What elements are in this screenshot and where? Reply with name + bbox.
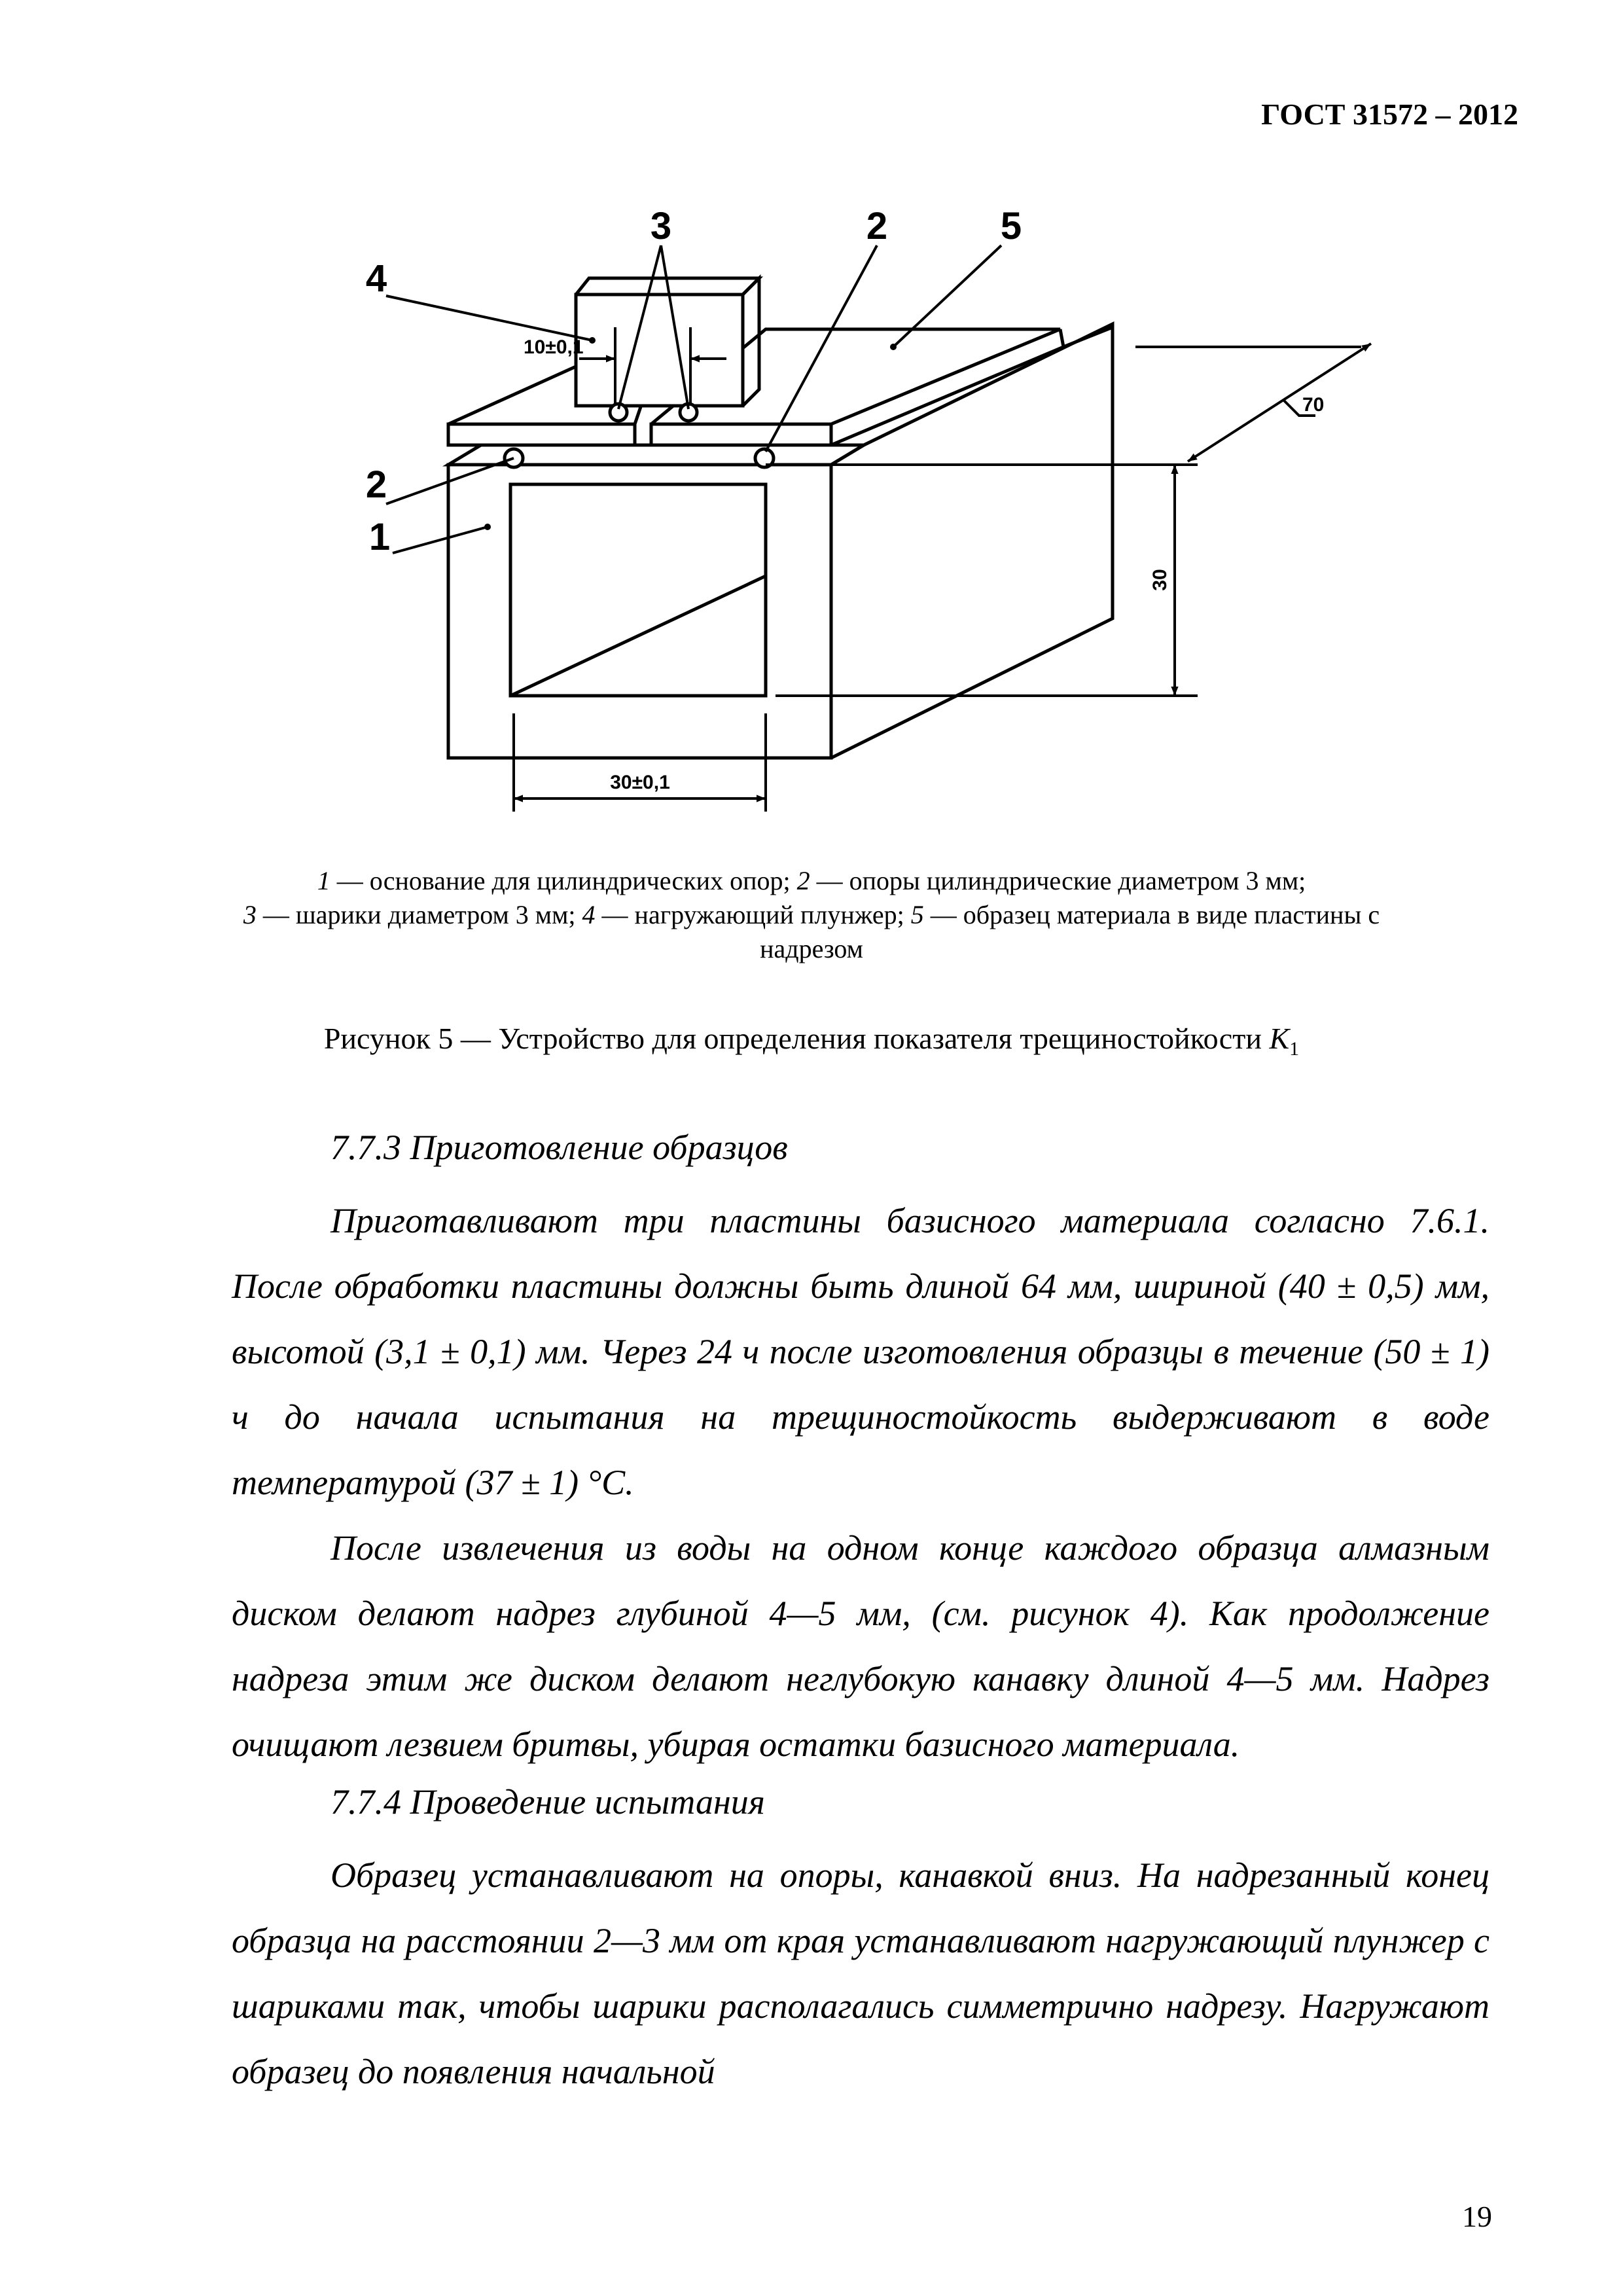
callout-1: 1 <box>368 516 391 558</box>
legend-num-2: 2 <box>796 866 810 895</box>
legend-text-1: — основание для цилиндрических опор; <box>330 866 797 895</box>
dim-height: 30 <box>1149 569 1171 591</box>
paragraph-sample-preparation: Приготавливают три пластины базисного материала согласно 7.6.1. После обработки пластины должны быть длиной 64 мм, шириной (40 ± 0,5) мм, высотой (3,1 ± 0,1) мм. Через 24 ч после изготовления образцы в течение (50 ± 1) ч до начала испытания на трещиностойкость выдерживают в воде температурой (37 ± 1) °С. <box>232 1201 1489 1502</box>
specimen-plate-right-end <box>831 329 1063 445</box>
legend-text-5: — образец материала в виде пластины с надрезом <box>760 900 1380 963</box>
paragraph-notch: После извлечения из воды на одном конце каждого образца алмазным диском делают надрез глубиной 4—5 мм, (см. рисунок 4). Как продолжение надреза этим же диском делают неглубокую канавку длиной 4—5 мм. Надрез очищают лезвием бритвы, убирая остатки базисного материала. <box>232 1528 1489 1764</box>
section-title-7-7-3: 7.7.3 Приготовление образцов <box>330 1128 788 1167</box>
dim-ball-spacing: 10±0,1 <box>524 336 584 358</box>
figure-5-diagram <box>0 196 1623 825</box>
paragraph-testing: Образец устанавливают на опоры, канавкой вниз. На надрезанный конец образца на расстоянии 2—3 мм от края устанавливают нагружающий плунжер с шариками так, чтобы шарики располагались симметрично надрезу. Нагружают образец до появления начальной <box>232 1856 1489 2091</box>
document-header: ГОСТ 31572 – 2012 <box>1261 98 1518 131</box>
caption-text: Рисунок 5 — Устройство для определения показателя трещиностойкости <box>323 1022 1270 1055</box>
callout-2-left: 2 <box>365 463 387 506</box>
callout-3: 3 <box>650 205 672 247</box>
callout-4: 4 <box>365 257 387 300</box>
caption-subscript: 1 <box>1289 1038 1300 1060</box>
plunger-front <box>576 295 743 406</box>
base-cavity <box>510 484 766 696</box>
page-number: 19 <box>1462 2200 1492 2233</box>
specimen-plate-right <box>651 424 831 445</box>
figure-caption <box>196 1021 1427 1060</box>
base-side-face <box>831 324 1113 758</box>
caption-symbol: K <box>1269 1022 1290 1055</box>
specimen-plate-left <box>448 424 635 445</box>
dim-depth: 70 <box>1302 394 1325 416</box>
legend-num-4: 4 <box>582 900 596 929</box>
section-title-7-7-4: 7.7.4 Проведение испытания <box>330 1782 765 1821</box>
callout-2-top: 2 <box>866 205 888 247</box>
figure-legend <box>196 864 1427 966</box>
legend-text-3: — шарики диаметром 3 мм; <box>256 900 582 929</box>
legend-num-5: 5 <box>910 900 924 929</box>
legend-num-1: 1 <box>317 866 330 895</box>
callout-5: 5 <box>1000 205 1022 247</box>
legend-text-4: — нагружающий плунжер; <box>595 900 911 929</box>
legend-num-3: 3 <box>243 900 257 929</box>
legend-text-2: — опоры цилиндрические диаметром 3 мм; <box>810 866 1306 895</box>
device-drawing <box>0 196 1623 825</box>
dim-span: 30±0,1 <box>610 772 670 793</box>
